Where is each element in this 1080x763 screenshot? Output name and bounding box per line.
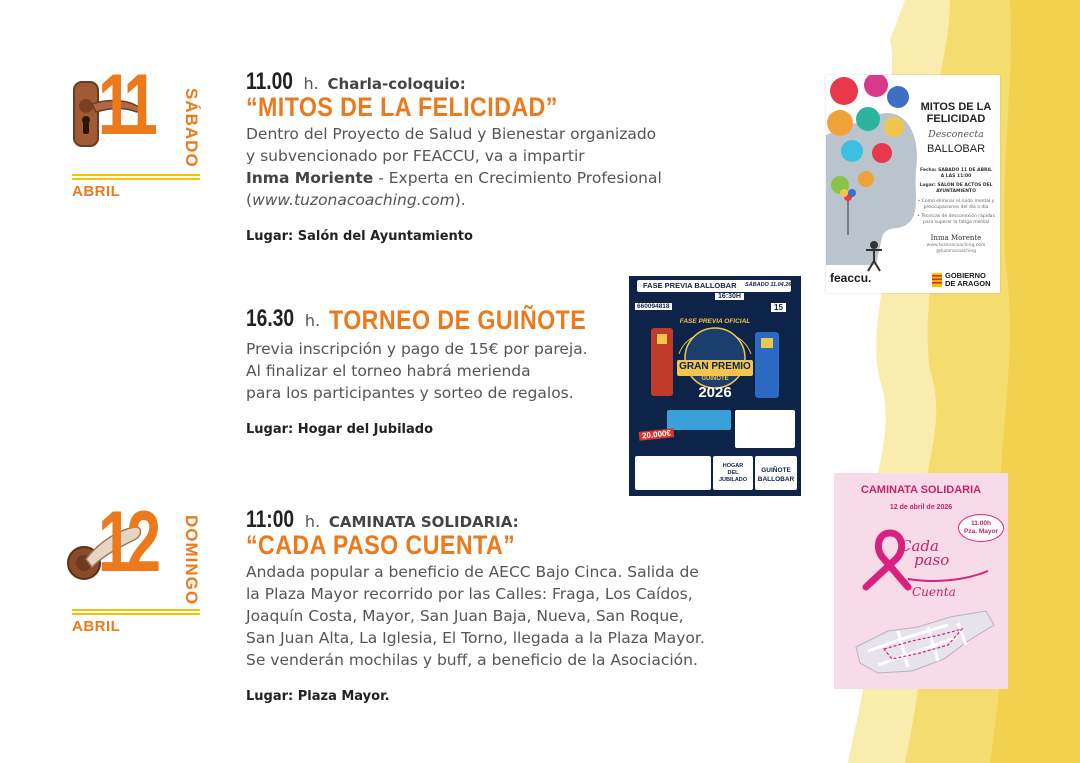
poster-place: HOGAR [722, 463, 744, 469]
description-line: Joaquín Costa, Mayor, San Juan Baja, Nueva, San Roque, [246, 607, 684, 625]
poster-place: AYUNTAMIENTO [936, 189, 976, 194]
poster-bullet: • Como eliminar el ruido mental y [917, 199, 995, 204]
day-number: 12 [98, 494, 156, 590]
poster-mitos [826, 75, 1000, 293]
poster-phone: 660094818 [637, 303, 670, 310]
poster-arc-text: FASE PREVIA OFICIAL [679, 318, 751, 325]
description-line: San Juan Alta, La Iglesia, El Torno, llegada a la Plaza Mayor. [246, 629, 705, 647]
event-title: TORNEO DE GUIÑOTE [328, 305, 587, 335]
speaker-name: Inma Moriente [246, 169, 374, 187]
divider [72, 174, 200, 176]
poster-place: Lugar: SALON DE ACTOS DEL [919, 183, 993, 188]
poster-time: 16:30H [715, 293, 744, 300]
aragon-logo [932, 272, 996, 288]
poster-price: 15 [771, 303, 786, 312]
poster-organizer: BALLOBAR [757, 476, 795, 483]
event-description [246, 123, 746, 211]
day-number: 11 [98, 57, 152, 153]
time-suffix: h. [304, 512, 321, 531]
poster-title: MITOS DE LA [920, 101, 992, 113]
poster-title: FELICIDAD [926, 113, 986, 125]
paren-open: ( [246, 191, 253, 209]
paren-close: ). [454, 191, 466, 209]
description-line: la Plaza Mayor recorrido por las Calles: Fraga, Los Caídos, [246, 585, 693, 603]
poster-prize-sub: GUIÑOTE [701, 376, 729, 382]
poster-speaker: Inma Morente [930, 234, 982, 242]
poster-year: 2026 [698, 384, 732, 401]
event-title: “MITOS DE LA FELICIDAD” [246, 92, 558, 122]
event-description [246, 561, 756, 671]
description-line: Al finalizar el torneo habrá merienda [246, 362, 531, 380]
poster-organizer: GUIÑOTE [761, 467, 791, 474]
time-suffix: h. [304, 311, 321, 330]
poster-date: Fecha: SABADO 11 DE ABRIL [919, 168, 993, 173]
day-name: DOMINGO [182, 515, 201, 606]
event-title: “CADA PASO CUENTA” [246, 530, 516, 560]
poster-place: DEL [727, 470, 739, 476]
route-map [848, 601, 998, 681]
event-place: Lugar: Hogar del Jubilado [246, 422, 434, 437]
aragon-flag-icon [932, 273, 942, 287]
month-label: ABRIL [72, 183, 121, 200]
description-line [246, 167, 746, 189]
event-time: 16.30 [246, 305, 295, 332]
date-badge-11 [68, 57, 208, 200]
poster-word: paso [914, 551, 950, 569]
month-label: ABRIL [72, 618, 121, 635]
poster-date: A LAS 11:00 [940, 174, 972, 179]
poster-title: CAMINATA SOLIDARIA [860, 484, 982, 496]
divider [72, 613, 200, 615]
aragon-text: DE ARAGON [945, 279, 991, 288]
poster-prize: GRAN PREMIO [679, 361, 751, 372]
speaker-role: - Experta en Crecimiento Profesional [373, 169, 662, 187]
description-line: y subvencionado por FEACCU, va a impartir [246, 147, 585, 165]
poster-caminata [834, 473, 1008, 689]
poster-header: FASE PREVIA BALLOBAR [643, 281, 737, 290]
badge-place: Pza. Mayor [964, 528, 998, 535]
website-link[interactable]: www.tuzonacoaching.com [252, 191, 455, 209]
divider [72, 178, 200, 180]
event-time: 11:00 [246, 506, 295, 533]
poster-guinote [629, 276, 801, 496]
feaccu-logo: feaccu. [830, 271, 872, 285]
description-line [246, 189, 746, 211]
poster-place: JUBILADO [718, 477, 748, 483]
poster-word: Cuenta [912, 585, 956, 599]
description-line: Se venderán mochilas y buff, a beneficio de la Asociación. [246, 651, 698, 669]
event-description [246, 338, 626, 404]
event-charla [246, 68, 746, 244]
poster-town: BALLOBAR [926, 143, 986, 155]
description-line: Dentro del Proyecto de Salud y Bienestar organizado [246, 125, 657, 143]
event-place: Lugar: Salón del Ayuntamiento [246, 229, 473, 244]
poster-web: www.tuzonacoaching.com [926, 243, 986, 248]
poster-script: Desconecta [928, 129, 984, 140]
event-place: Lugar: Plaza Mayor. [246, 689, 390, 704]
description-line: para los participantes y sorteo de regalos. [246, 384, 574, 402]
divider [72, 609, 200, 611]
event-guinote [246, 305, 626, 437]
time-suffix: h. [303, 74, 319, 93]
event-kind: CAMINATA SOLIDARIA: [328, 513, 519, 531]
poster-bullet: para superar la fatiga mental [923, 220, 989, 225]
event-time-line [246, 305, 626, 336]
poster-money: 20.000€ [639, 428, 675, 441]
date-badge-12 [68, 494, 208, 640]
event-kind: Charla-coloquio: [327, 75, 466, 93]
poster-word: Cada [900, 537, 939, 555]
event-caminata [246, 506, 756, 704]
description-line: Andada popular a beneficio de AECC Bajo Cinca. Salida de [246, 563, 699, 581]
poster-header-date: SÁBADO 11.04.26 [745, 282, 792, 288]
poster-bullet: preocupaciones del día a día [923, 205, 989, 210]
day-name: SÁBADO [182, 88, 201, 168]
description-line: Previa inscripción y pago de 15€ por pareja. [246, 340, 588, 358]
poster-handle: @tuzonacoaching [935, 249, 977, 254]
event-time: 11.00 [246, 68, 293, 95]
badge-time: 11.00h [971, 520, 991, 527]
poster-date: 12 de abril de 2026 [889, 504, 953, 511]
poster-bullet: • Técnicas de desconexión rápidas [917, 214, 995, 219]
aragon-text: GOBIERNO [945, 271, 986, 280]
